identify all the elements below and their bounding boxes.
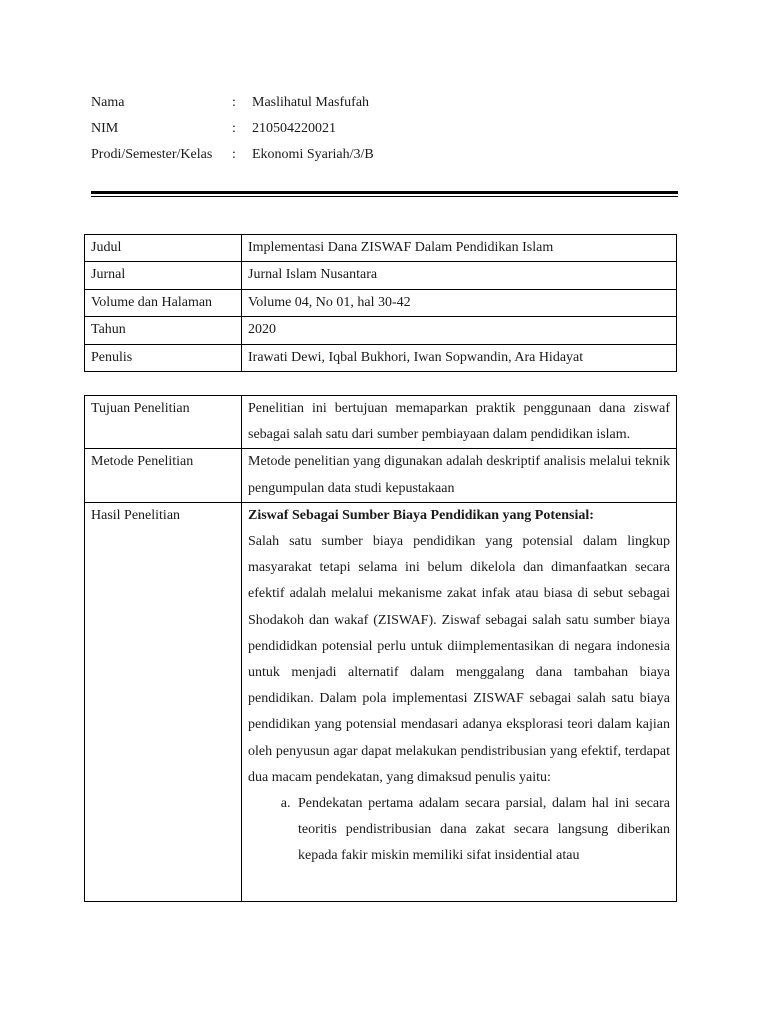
tahun-value: 2020 bbox=[242, 317, 677, 344]
volume-value: Volume 04, No 01, hal 30-42 bbox=[242, 289, 677, 316]
penulis-label: Penulis bbox=[85, 344, 242, 371]
table-row bbox=[85, 502, 677, 901]
hasil-heading: Ziswaf Sebagai Sumber Biaya Pendidikan yang Potensial: bbox=[248, 507, 594, 523]
tahun-label: Tahun bbox=[85, 317, 242, 344]
name-value: Maslihatul Masfufah bbox=[252, 95, 370, 110]
metode-label: Metode Penelitian bbox=[85, 449, 242, 502]
judul-value: Implementasi Dana ZISWAF Dalam Pendidikan Islam bbox=[242, 235, 677, 262]
metode-text: Metode penelitian yang digunakan adalah deskriptif analisis melalui teknik pengumpulan data studi kepustakaan bbox=[242, 449, 677, 502]
nim-value: 210504220021 bbox=[252, 121, 336, 136]
nim-label: NIM bbox=[91, 121, 119, 136]
list-item: a. Pendekatan pertama adalam secara parsial, dalam hal ini secara teoritis pendistribusian dana zakat secara langsung diberikan kepada fakir miskin memiliki sifat insidential atau bbox=[294, 791, 670, 870]
judul-label: Judul bbox=[85, 235, 242, 262]
table-row bbox=[85, 262, 677, 289]
tujuan-label: Tujuan Penelitian bbox=[85, 396, 242, 449]
jurnal-value: Jurnal Islam Nusantara bbox=[242, 262, 677, 289]
table-row bbox=[85, 396, 677, 449]
hasil-paragraph: Salah satu sumber biaya pendidikan yang potensial dalam lingkup masyarakat tetapi selama ini belum dikelola dan dimanfaatkan secara efektif adalah melalui mekanisme zakat infak atau biasa di sebut sebagai Shodakoh dan wakaf (ZISWAF). Ziswaf sebagai salah satu sumber biaya pendididkan potensial perlu untuk diimplementasikan di negara indonesia untuk menjadi alternatif dalam menggalang dana tambahan biaya pendidikan. Dalam pola implementasi ZISWAF sebagai salah satu biaya pendidikan yang potensial mendasari adanya eksplorasi teori dalam kajian oleh penyusun agar dapat melakukan pendistribusian yang efektif, terdapat dua macam pendekatan, yang dimaksud penulis yaitu: bbox=[248, 534, 670, 785]
colon: : bbox=[232, 147, 236, 162]
table-row bbox=[85, 317, 677, 344]
table-row bbox=[85, 289, 677, 316]
table-row bbox=[85, 449, 677, 502]
colon: : bbox=[232, 121, 236, 136]
penulis-value: Irawati Dewi, Iqbal Bukhori, Iwan Sopwandin, Ara Hidayat bbox=[242, 344, 677, 371]
table-row bbox=[85, 235, 677, 262]
class-value: Ekonomi Syariah/3/B bbox=[252, 147, 374, 162]
hasil-label: Hasil Penelitian bbox=[85, 502, 242, 901]
colon: : bbox=[232, 95, 236, 110]
table-row bbox=[85, 344, 677, 371]
approach-list bbox=[248, 791, 670, 870]
hasil-cell bbox=[242, 502, 677, 901]
volume-label: Volume dan Halaman bbox=[85, 289, 242, 316]
jurnal-label: Jurnal bbox=[85, 262, 242, 289]
name-label: Nama bbox=[91, 95, 125, 110]
article-meta-table bbox=[84, 234, 677, 372]
research-table bbox=[84, 395, 677, 902]
divider-thick bbox=[91, 191, 678, 194]
class-label: Prodi/Semester/Kelas bbox=[91, 147, 213, 162]
tujuan-text: Penelitian ini bertujuan memaparkan praktik penggunaan dana ziswaf sebagai salah satu dari sumber pembiayaan dalam pendidikan islam. bbox=[242, 396, 677, 449]
divider-thin bbox=[91, 196, 678, 197]
